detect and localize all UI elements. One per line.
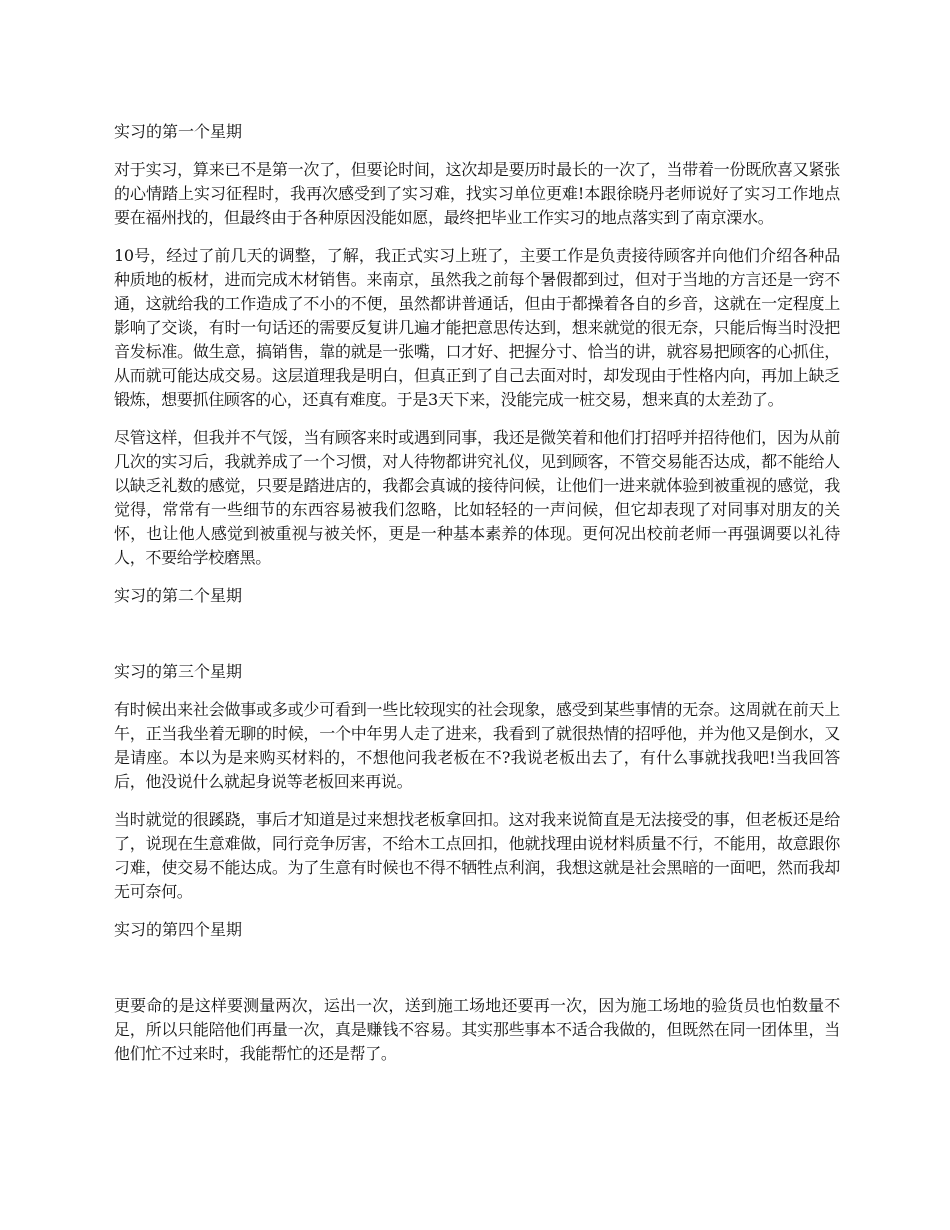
paragraph: 更要命的是这样要测量两次，运出一次，送到施工场地还要再一次，因为施工场地的验货员也怕数量不足，所以只能陪他们再量一次，真是赚钱不容易。其实那些事本不适合我做的，但既然在同一团体里，当他们忙不过来时，我能帮忙的还是帮了。 bbox=[114, 996, 840, 1063]
paragraph: 10号，经过了前几天的调整，了解，我正式实习上班了，主要工作是负责接待顾客并向他们介绍各种品种质地的板材，进而完成木材销售。来南京，虽然我之前每个暑假都到过，但对于当地的方言还是一窍不通，这就给我的工作造成了不小的不便，虽然都讲普通话，但由于都操着各自的乡音，这就在一定程度上影响了交谈，有时一句话还的需要反复讲几遍才能把意思传达到，想来就觉的很无奈，只能后悔当时没把音发标准。做生意，搞销售，靠的就是一张嘴，口才好、把握分寸、恰当的讲，就容易把顾客的心抓住，从而就可能达成交易。这层道理我是明白，但真正到了自己去面对时，却发现由于性格内向，再加上缺乏锻炼，想要抓住顾客的心，还真有难度。于是3天下来，没能完成一桩交易，想来真的太差劲了。 bbox=[114, 246, 840, 409]
blank-space bbox=[114, 956, 840, 994]
section-heading: 实习的第二个星期 bbox=[114, 586, 243, 605]
paragraph: 尽管这样，但我并不气馁，当有顾客来时或遇到同事，我还是微笑着和他们打招呼并招待他们，因为从前几次的实习后，我就养成了一个习惯，对人待物都讲究礼仪，见到顾客，不管交易能否达成，都不能给人以缺乏礼数的感觉，只要是踏进店的，我都会真诚的接待问候，让他们一进来就体验到被重视的感觉，我觉得，常常有一些细节的东西容易被我们忽略，比如轻轻的一声问候，但它却表现了对同事对朋友的关怀，也让他人感觉到被重视与被关怀，更是一种基本素养的体现。更何况出校前老师一再强调要以礼待人，不要给学校磨黑。 bbox=[114, 428, 840, 567]
document-body bbox=[114, 120, 840, 1080]
section-heading: 实习的第四个星期 bbox=[114, 920, 243, 939]
paragraph: 有时候出来社会做事或多或少可看到一些比较现实的社会现象，感受到某些事情的无奈。这周就在前天上午，正当我坐着无聊的时候，一个中年男人走了进来，我看到了就很热情的招呼他，并为他又是倒水，又是请座。本以为是来购买材料的，不想他问我老板在不?我说老板出去了，有什么事就找我吧!当我回答后，他没说什么就起身说等老板回来再说。 bbox=[114, 700, 840, 791]
section-week-4 bbox=[114, 918, 840, 1066]
section-week-3 bbox=[114, 660, 840, 904]
paragraph: 对于实习，算来已不是第一次了，但要论时间，这次却是要历时最长的一次了，当带着一份既欣喜又紧张的心情踏上实习征程时，我再次感受到了实习难，找实习单位更难!本跟徐晓丹老师说好了实习工作地点要在福州找的，但最终由于各种原因没能如愿，最终把毕业工作实习的地点落实到了南京溧水。 bbox=[114, 160, 840, 227]
paragraph: 当时就觉的很蹊跷，事后才知道是过来想找老板拿回扣。这对我来说简直是无法接受的事，但老板还是给了，说现在生意难做，同行竞争厉害，不给木工点回扣，他就找理由说材料质量不行，不能用，故意跟你刁难，使交易不能达成。为了生意有时候也不得不牺牲点利润，我想这就是社会黑暗的一面吧，然而我却无可奈何。 bbox=[114, 810, 840, 901]
section-heading: 实习的第一个星期 bbox=[114, 122, 243, 141]
section-week-2 bbox=[114, 584, 840, 660]
blank-space bbox=[114, 622, 840, 660]
section-heading: 实习的第三个星期 bbox=[114, 662, 243, 681]
section-week-1 bbox=[114, 120, 840, 570]
